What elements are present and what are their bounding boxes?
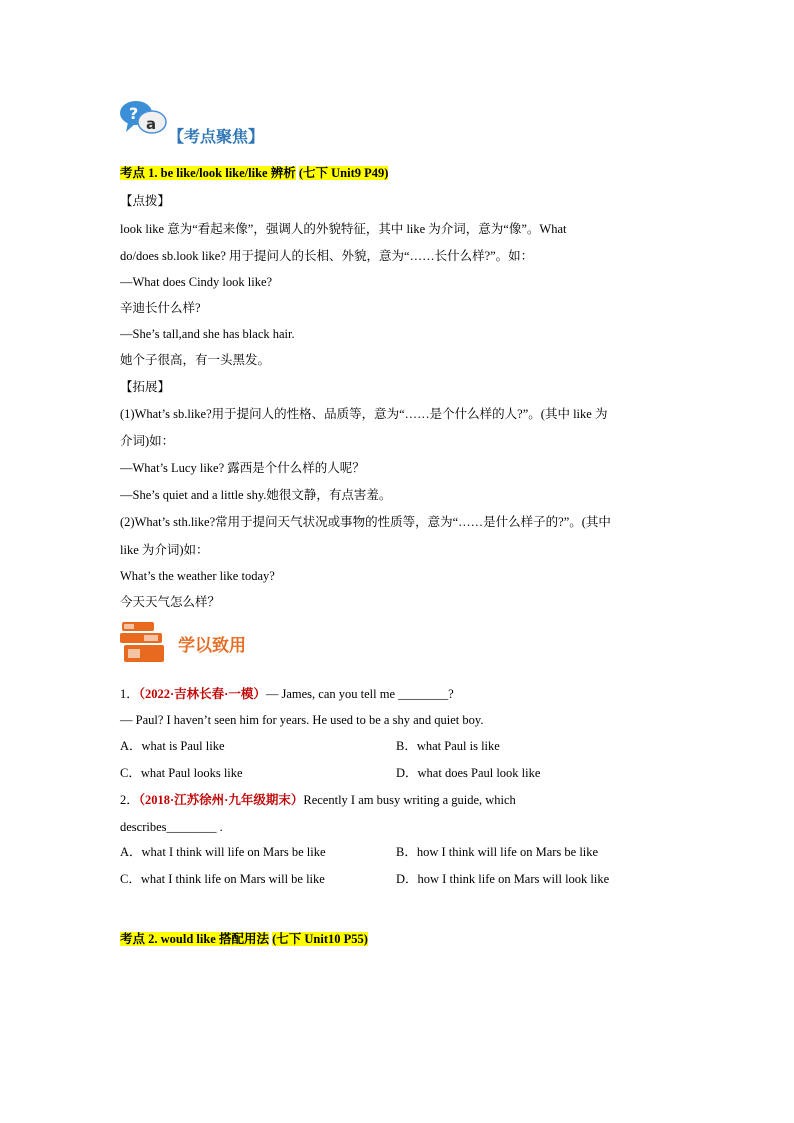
practice-title: 学以致用 — [178, 636, 246, 655]
question-1-stem — [120, 685, 454, 703]
question-2-stem — [120, 791, 516, 809]
tip-line-2: do/does sb.look like? 用于提问人的长相、外貌，意为“……长什么样?”。如： — [120, 249, 534, 263]
question-2-source: （2018·江苏徐州·九年级期末） — [138, 793, 304, 807]
question-2-number: 2． — [120, 793, 139, 807]
qa-icon — [118, 98, 170, 138]
extension-1-example-2: —She’s quiet and a little shy.她很文静，有点害羞。 — [120, 488, 392, 502]
example-2-cn: 她个子很高，有一头黑发。 — [120, 353, 271, 367]
question-1-number: 1． — [120, 687, 139, 701]
point1-heading — [120, 164, 388, 182]
question-2-option-d[interactable]: D．how I think life on Mars will look like — [396, 872, 610, 886]
example-2-en: —She’s tall,and she has black hair. — [120, 327, 295, 341]
question-1-source: （2022·吉林长春·一模） — [138, 687, 266, 701]
point2-ref: (七下 Unit10 P55) — [272, 932, 368, 946]
tip-line-1: look like 意为“看起来像”，强调人的外貌特征，其中 like 为介词，意为“像”。What — [120, 222, 567, 236]
example-1-en: —What does Cindy look like? — [120, 275, 273, 289]
extension-1-example-1: —What’s Lucy like? 露西是个什么样的人呢？ — [120, 461, 365, 475]
question-1-option-c[interactable]: C．what Paul looks like — [120, 766, 243, 780]
section-title: 【考点聚焦】 — [168, 129, 265, 146]
extension-2-line-2: like 为介词)如： — [120, 543, 209, 557]
svg-text:?: ? — [129, 104, 139, 123]
extension-heading: 【拓展】 — [120, 380, 171, 394]
extension-2-example-cn: 今天天气怎么样？ — [120, 595, 221, 609]
books-icon — [118, 620, 168, 664]
question-2-text: Recently I am busy writing a guide, which — [303, 793, 516, 807]
question-2-option-b[interactable]: B．how I think will life on Mars be like — [396, 845, 599, 859]
extension-1-line-2: 介词)如： — [120, 434, 175, 448]
point2-label: 考点 2. would like 搭配用法 — [120, 932, 269, 946]
point1-ref: (七下 Unit9 P49) — [298, 166, 389, 180]
question-2-line-2: describes________ . — [120, 820, 223, 834]
question-2-option-a[interactable]: A．what I think will life on Mars be like — [120, 845, 326, 859]
tip-heading: 【点拨】 — [120, 194, 171, 208]
question-1-text: — James, can you tell me ________? — [265, 687, 454, 701]
question-2-option-c[interactable]: C．what I think life on Mars will be like — [120, 872, 325, 886]
extension-2-line-1: (2)What’s sth.like?常用于提问天气状况或事物的性质等，意为“……是什么样子的?”。(其中 — [120, 515, 611, 529]
question-1-option-b[interactable]: B．what Paul is like — [396, 739, 500, 753]
question-1-option-a[interactable]: A．what is Paul like — [120, 739, 225, 753]
extension-2-example-en: What’s the weather like today? — [120, 569, 275, 583]
point2-heading — [120, 930, 368, 948]
point1-label: 考点 1. be like/look like/like 辨析 — [120, 166, 296, 180]
svg-text:a: a — [146, 115, 157, 133]
example-1-cn: 辛迪长什么样? — [120, 301, 201, 315]
question-1-line-2: — Paul? I haven’t seen him for years. He used to be a shy and quiet boy. — [120, 713, 484, 727]
question-1-option-d[interactable]: D．what does Paul look like — [396, 766, 541, 780]
extension-1-line-1: (1)What’s sb.like?用于提问人的性格、品质等，意为“……是个什么样的人?”。(其中 like 为 — [120, 407, 608, 421]
